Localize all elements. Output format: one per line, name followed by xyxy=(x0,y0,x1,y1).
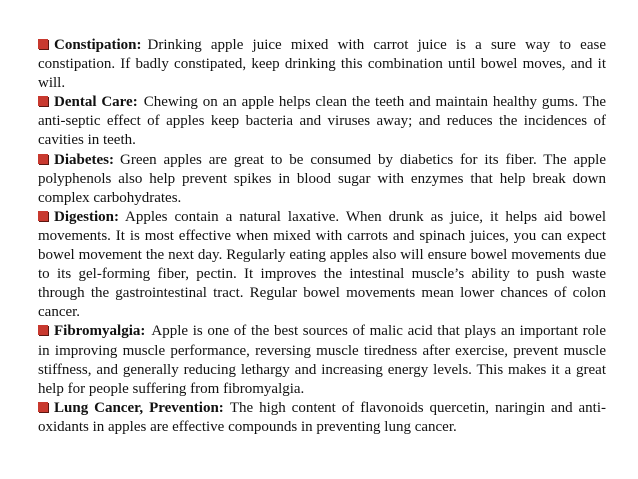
list-item xyxy=(38,151,606,208)
square-bullet-icon xyxy=(38,39,48,49)
item-text: Drinking apple juice mixed with carrot juice is a sure way to ease constipation. If badly constipated, keep drinking this combination until bowel moves, and it will. xyxy=(38,37,606,92)
item-heading: Lung Cancer, Prevention: xyxy=(54,399,224,416)
list-item xyxy=(38,322,606,398)
item-heading: Digestion: xyxy=(54,208,119,225)
item-text: Chewing on an apple helps clean the teeth and maintain healthy gums. The anti-septic effect of apples keep bacteria and viruses away; and reduces the incidences of cavities in teeth. xyxy=(38,94,606,149)
item-text: The high content of flavonoids quercetin, naringin and anti-oxidants in apples are effective compounds in preventing lung cancer. xyxy=(38,399,606,435)
item-heading: Constipation: xyxy=(54,37,142,53)
list-item xyxy=(38,36,606,93)
square-bullet-icon xyxy=(38,402,48,412)
square-bullet-icon xyxy=(38,325,48,335)
list-item xyxy=(38,399,606,437)
square-bullet-icon xyxy=(38,154,48,164)
list-item xyxy=(38,93,606,150)
item-heading: Dental Care: xyxy=(54,94,138,111)
item-text: Green apples are great to be consumed by diabetics for its fiber. The apple polyphenols also help prevent spikes in blood sugar with enzymes that help break down complex carbohydrates. xyxy=(38,151,606,206)
item-text: Apple is one of the best sources of malic acid that plays an important role in improving muscle performance, reversing muscle tiredness after exercise, prevent muscle stiffness, and generally reducing lethargy and increasing energy levels. This makes it a great help for people suffering from fibromyalgia. xyxy=(38,323,606,397)
item-heading: Diabetes: xyxy=(54,151,114,168)
item-text: Apples contain a natural laxative. When drunk as juice, it helps aid bowel movements. It is most effective when mixed with carrots and spinach juices, you can expect bowel movement the next day. Regularly eating apples also will ensure bowel movements due to its gel-forming fiber, pectin. It improves the intestinal muscle’s ability to push waste through the gastrointestinal tract. Regular bowel movements mean lower chances of colon cancer. xyxy=(38,208,606,321)
item-heading: Fibromyalgia: xyxy=(54,323,146,340)
square-bullet-icon xyxy=(38,211,48,221)
square-bullet-icon xyxy=(38,96,48,106)
slide-body xyxy=(38,36,606,437)
list-item xyxy=(38,208,606,323)
